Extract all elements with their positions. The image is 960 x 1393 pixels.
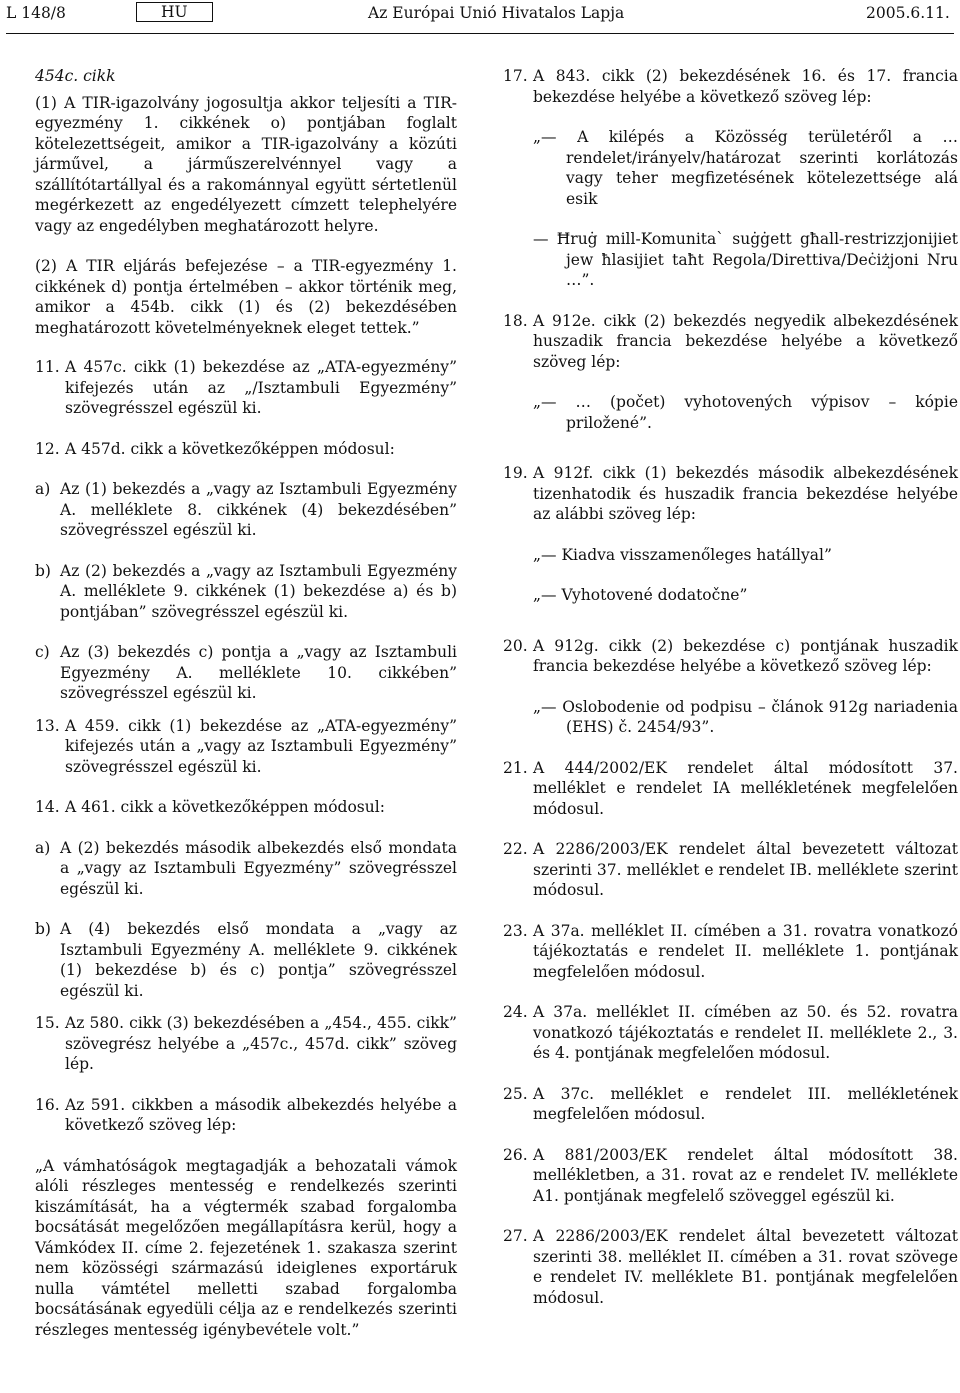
item-16-quote: „A vámhatóságok megtagadják a behozatali vámok alóli részleges mentesség e rendelkezés szerinti kiszámítását, ha a végtermék szabad forgalomba bocsátását megelőzően megállapításra kerül, hogy a Vámkódex II. címe 2. fejezetének 1. szakasza szerint nem közösségi származású ideiglenes exportáruk nulla vámtétel melletti szabad forgalomba bocsátásának egyedüli célja az e rendelkezés szerinti részleges mentesség igénybevétele volt.” [35,1156,457,1339]
item-19-quote-1: „— Kiadva visszamenőleges hatállyal” [533,545,832,564]
item-16: 16. Az 591. cikkben a második albekezdés helyébe a következő szöveg lép: [35,1095,457,1134]
item-23: 23. A 37a. melléklet II. címében a 31. rovatra vonatkozó tájékoztatás e rendelet II. melléklete 1. pontjának megfelelően módosul. [503,921,958,981]
paragraph-2: (2) A TIR eljárás befejezése – a TIR-egyezmény 1. cikkének d) pontja értelmében – akkor történik meg, amikor a 454b. cikk (1) és (2) bekezdésében meghatározott követelményeknek eleget tettek.” [35,257,457,337]
article-title: 454c. cikk [35,67,116,85]
journal-title: Az Európai Unió Hivatalos Lapja [368,4,625,22]
item-14b: b) A (4) bekezdés első mondata a „vagy az Isztambuli Egyezmény A. melléklete 9. cikkének (1) bekezdése b) és c) pontja” szövegrésszel egészül ki. [35,920,457,1000]
item-26: 26. A 881/2003/EK rendelet által módosított 38. mellékletben, a 31. rovat az e rendelet IV. melléklete A1. pontjának megfelelő szöveggel egészül ki. [503,1145,958,1205]
item-20: 20. A 912g. cikk (2) bekezdése c) pontjának huszadik francia bekezdése helyébe a következő szöveg lép: [503,636,958,675]
item-27: 27. A 2286/2003/EK rendelet által bevezetett változat szerinti 38. melléklet II. címében a 31. rovat szövege e rendelet IV. melléklete B1. pontjának megfelelően módosul. [503,1227,958,1307]
paragraph-1: (1) A TIR-igazolvány jogosultja akkor teljesíti a TIR-egyezmény 1. cikkének o) pontjában foglalt kötelezettségeit, amikor a TIR-igazolvány a közúti járművel, a járműszerelvénnyel vagy a szállítótartállyal és a rakománnyal együtt sértetlenül megérkezett az engedélyezett címzett telephelyére vagy az engedélyben meghatározott helyre. [35,93,457,235]
page-header [0,0,960,40]
right-column [503,66,958,1328]
publication-date: 2005.6.11. [866,4,950,22]
item-14: 14. A 461. cikk a következőképpen módosul: [35,798,385,816]
item-13: 13. A 459. cikk (1) bekezdése az „ATA-egyezmény” kifejezés után a „vagy az Isztambuli Egyezmény” szövegrésszel egészül ki. [35,716,457,776]
item-12c: c) Az (3) bekezdés c) pontja a „vagy az Isztambuli Egyezmény A. melléklete 10. cikkében” szövegrésszel egészül ki. [35,643,457,702]
item-15: 15. Az 580. cikk (3) bekezdésében a „454., 455. cikk” szövegrész helyébe a „457c., 457d. cikk” szöveg lép. [35,1014,457,1073]
left-column [35,66,457,1360]
item-25: 25. A 37c. melléklet e rendelet III. mellékletének megfelelően módosul. [503,1084,958,1123]
item-18: 18. A 912e. cikk (2) bekezdés negyedik albekezdésének huszadik francia bekezdése helyébe a következő szöveg lép: [503,311,958,371]
item-17-quote-2: — Ħruġ mill-Komunita` suġġett għall-restrizzjonijiet jew ħlasijiet taħt Regola/Direttiva/Deċiżjoni Nru …”. [533,230,958,289]
header-rule [6,33,954,34]
item-20-quote: „— Oslobodenie od podpisu – článok 912g nariadenia (EHS) č. 2454/93”. [533,697,958,736]
item-24: 24. A 37a. melléklet II. címében az 50. és 52. rovatra vonatkozó tájékoztatás e rendelet II. melléklete 2., 3. és 4. pontjának megfelelően módosul. [503,1003,958,1062]
language-badge: HU [136,2,213,22]
item-17: 17. A 843. cikk (2) bekezdésének 16. és 17. francia bekezdése helyébe a következő szöveg lép: [503,67,958,106]
item-22: 22. A 2286/2003/EK rendelet által bevezetett változat szerinti 37. melléklet e rendelet IB. melléklete szerint módosul. [503,840,958,899]
item-19: 19. A 912f. cikk (1) bekezdés második albekezdésének tizenhatodik és huszadik francia bekezdése helyébe az alábbi szöveg lép: [503,464,958,523]
item-18-quote: „— … (počet) vyhotovených výpisov – kópie priložené”. [533,393,958,432]
page-number: L 148/8 [6,4,66,22]
item-19-quote-2: „— Vyhotovené dodatočne” [533,586,748,604]
item-12b: b) Az (2) bekezdés a „vagy az Isztambuli Egyezmény A. melléklete 9. cikkének (1) bekezdése a) és b) pontjában” szövegrésszel egészül ki. [35,561,457,621]
item-12a: a) Az (1) bekezdés a „vagy az Isztambuli Egyezmény A. melléklete 8. cikkének (4) bekezdésében” szövegrésszel egészül ki. [35,480,457,539]
item-11: 11. A 457c. cikk (1) bekezdése az „ATA-egyezmény” kifejezés után az „/Isztambuli Egyezmény” szövegrésszel egészül ki. [35,358,457,417]
item-14a: a) A (2) bekezdés második albekezdés első mondata a „vagy az Isztambuli Egyezmény” szövegrésszel egészül ki. [35,838,457,898]
item-17-quote-1: „— A kilépés a Közösség területéről a … rendelet/irányelv/határozat szerinti korlátozás vagy teher megfizetésének kötelezettsége alá esik [533,128,958,208]
item-12: 12. A 457d. cikk a következőképpen módosul: [35,439,395,458]
item-21: 21. A 444/2002/EK rendelet által módosított 37. melléklet e rendelet IA mellékletének megfelelően módosul. [503,758,958,818]
